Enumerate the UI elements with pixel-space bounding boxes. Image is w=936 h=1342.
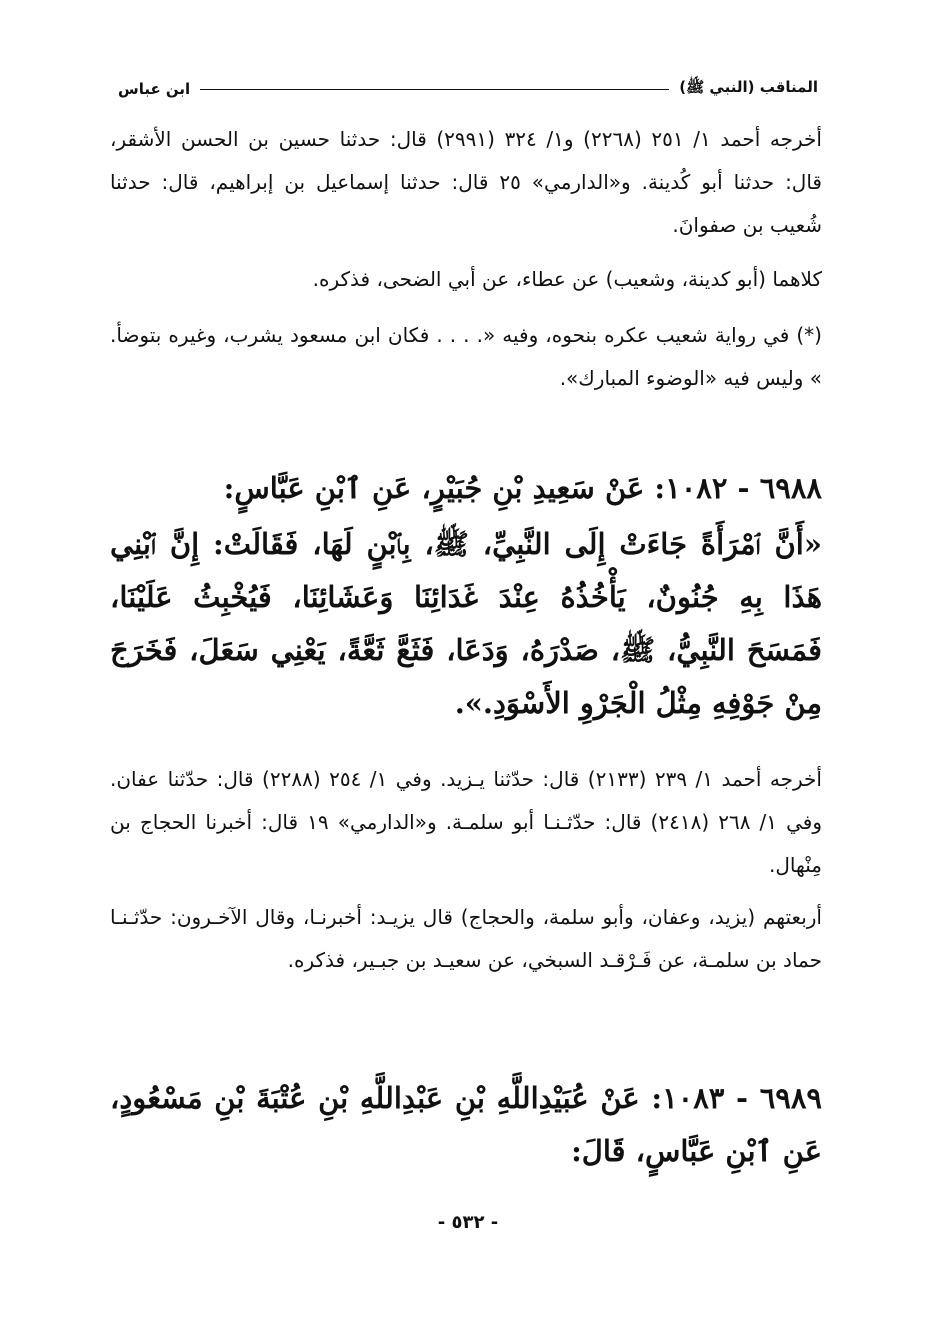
hadith-text-6988: «أَنَّ ٱمْرَأَةً جَاءَتْ إِلَى النَّبِيِّ، ﷺ، بِٱبْنٍ لَهَا، فَقَالَتْ: إِنَّ ٱبْنِي هَذَا بِهِ جُنُونٌ، يَأْخُذُهُ عِنْدَ غَدَائِنَا وَعَشَائِنَا، فَيُخْبِثُ عَلَيْنَا، فَمَسَحَ النَّبِيُّ، ﷺ، صَدْرَهُ، وَدَعَا، فَثَعَّ ثَعَّةً، يَعْنِي سَعَلَ، فَخَرَجَ مِنْ جَوْفِهِ مِثْلُ الْجَرْوِ الأَسْوَدِ.». bbox=[110, 527, 822, 720]
isnad-summary-1: كلاهما (أبو كدينة، وشعيب) عن عطاء، عن أبي الضحى، فذكره. bbox=[312, 267, 822, 291]
hadith-heading-6988: ٦٩٨٨ - ١٠٨٢: عَنْ سَعِيدِ بْنِ جُبَيْرٍ، عَنِ ٱبْنِ عَبَّاسٍ: bbox=[223, 471, 822, 505]
header-rule bbox=[200, 89, 669, 90]
header-chapter-title: المناقب (النبي ﷺ) bbox=[679, 78, 818, 96]
header-section-title: ابن عباس bbox=[118, 80, 191, 98]
takhrij-paragraph-2: أخرجه أحمد ١/ ٢٣٩ (٢١٣٣) قال: حدّثنا يـزيد. وفي ١/ ٢٥٤ (٢٢٨٨) قال: حدّثنا عفان. وفي ١/ ٢٦٨ (٢٤١٨) قال: حدّثـنـا أبو سلمـة. و«الدارمي» ١٩ قال: أخبرنا الحجاج بن مِنْهال. bbox=[110, 767, 822, 877]
footnote-paragraph: (*) في رواية شعيب عكره بنحوه، وفيه «. . . . فكان ابن مسعود يشرب، وغيره بتوضأ. » وليس فيه «الوضوء المبارك». bbox=[110, 323, 822, 390]
isnad-summary-2: أربعتهم (يزيد، وعفان، وأبو سلمة، والحجاج) قال يزيـد: أخبرنـا، وقال الآخـرون: حدّثـنـا حماد بن سلمـة، عن فَـرْقـد السبخي، عن سعيـد بن جبـير، فذكره. bbox=[110, 905, 822, 972]
running-header bbox=[118, 78, 818, 100]
takhrij-paragraph-1: أخرجه أحمد ١/ ٢٥١ (٢٢٦٨) و١/ ٣٢٤ (٢٩٩١) قال: حدثنا حسين بن الحسن الأشقر، قال: حدثنا أبو كُدينة. و«الدارمي» ٢٥ قال: حدثنا إسماعيل بن إبراهيم، قال: حدثنا شُعيب بن صفوانَ. bbox=[110, 127, 822, 237]
page-number: - ٥٣٢ - bbox=[437, 1212, 499, 1233]
hadith-heading-6989: ٦٩٨٩ - ١٠٨٣: عَنْ عُبَيْدِاللَّهِ بْنِ عَبْدِاللَّهِ بْنِ عُتْبَةَ بْنِ مَسْعُودٍ، عَنِ ٱبْنِ عَبَّاسٍ، قَالَ: bbox=[110, 1081, 823, 1168]
